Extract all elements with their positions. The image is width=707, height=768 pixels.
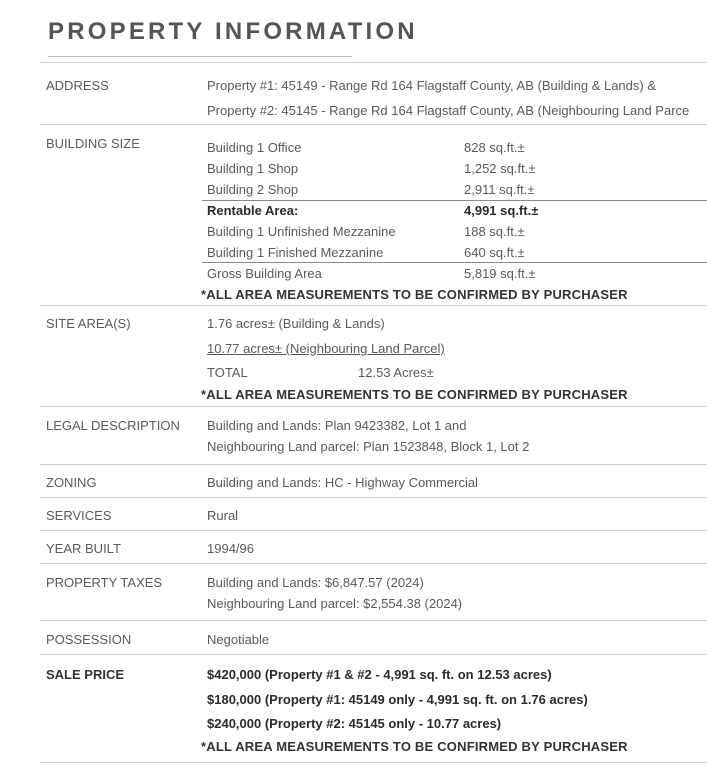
- section-divider: [40, 464, 707, 465]
- section-divider: [40, 124, 707, 125]
- building-size-row-name: Building 1 Finished Mezzanine: [207, 245, 384, 260]
- section-divider: [40, 620, 707, 621]
- services-label: SERVICES: [46, 508, 112, 523]
- year-built-value: 1994/96: [207, 541, 254, 556]
- sale-price-line-1: $420,000 (Property #1 & #2 - 4,991 sq. ft. on 12.53 acres): [207, 667, 552, 682]
- possession-value: Negotiable: [207, 632, 270, 647]
- rentable-area-label: Rentable Area:: [207, 203, 299, 218]
- section-divider: [40, 530, 707, 531]
- gross-area-label: Gross Building Area: [207, 266, 322, 281]
- gross-area-value: 5,819 sq.ft.±: [464, 266, 536, 281]
- building-size-row-value: 828 sq.ft.±: [464, 140, 525, 155]
- section-divider: [40, 305, 707, 306]
- building-size-row-value: 2,911 sq.ft.±: [464, 182, 535, 197]
- section-divider: [40, 654, 707, 655]
- address-line-2: Property #2: 45145 - Range Rd 164 Flagstaff County, AB (Neighbouring Land Parce: [207, 103, 690, 118]
- measurement-note: *ALL AREA MEASUREMENTS TO BE CONFIRMED BY PURCHASER: [201, 287, 628, 302]
- building-size-row-name: Building 1 Office: [207, 140, 302, 155]
- site-area-total-label: TOTAL: [207, 365, 248, 380]
- zoning-label: ZONING: [46, 475, 97, 490]
- building-size-row-value: 640 sq.ft.±: [464, 245, 525, 260]
- title-divider: [48, 56, 352, 57]
- building-size-row-name: Building 1 Unfinished Mezzanine: [207, 224, 396, 239]
- section-divider: [40, 563, 707, 564]
- taxes-line-2: Neighbouring Land parcel: $2,554.38 (2024): [207, 596, 463, 611]
- site-area-line-2: 10.77 acres± (Neighbouring Land Parcel): [207, 341, 445, 356]
- taxes-line-1: Building and Lands: $6,847.57 (2024): [207, 575, 424, 590]
- sale-price-line-3: $240,000 (Property #2: 45145 only - 10.77 acres): [207, 716, 502, 731]
- subtotal-rule: [202, 262, 707, 263]
- property-taxes-label: PROPERTY TAXES: [46, 575, 163, 590]
- building-size-label: BUILDING SIZE: [46, 136, 140, 151]
- building-size-row-name: Building 1 Shop: [207, 161, 299, 176]
- site-area-label: SITE AREA(S): [46, 316, 131, 331]
- section-divider: [40, 406, 707, 407]
- site-area-line-1: 1.76 acres± (Building & Lands): [207, 316, 385, 331]
- legal-line-1: Building and Lands: Plan 9423382, Lot 1 and: [207, 418, 467, 433]
- legal-line-2: Neighbouring Land parcel: Plan 1523848, Block 1, Lot 2: [207, 439, 530, 454]
- address-line-1: Property #1: 45149 - Range Rd 164 Flagstaff County, AB (Building & Lands) &: [207, 78, 657, 93]
- measurement-note: *ALL AREA MEASUREMENTS TO BE CONFIRMED BY PURCHASER: [201, 739, 628, 754]
- subtotal-rule: [202, 200, 707, 201]
- year-built-label: YEAR BUILT: [46, 541, 121, 556]
- building-size-row-value: 188 sq.ft.±: [464, 224, 525, 239]
- building-size-row-value: 1,252 sq.ft.±: [464, 161, 536, 176]
- measurement-note: *ALL AREA MEASUREMENTS TO BE CONFIRMED BY PURCHASER: [201, 387, 628, 402]
- page-title: PROPERTY INFORMATION: [48, 18, 418, 45]
- possession-label: POSSESSION: [46, 632, 132, 647]
- zoning-value: Building and Lands: HC - Highway Commercial: [207, 475, 478, 490]
- address-label: ADDRESS: [46, 78, 109, 93]
- rentable-area-value: 4,991 sq.ft.±: [464, 203, 539, 218]
- legal-description-label: LEGAL DESCRIPTION: [46, 418, 180, 433]
- sale-price-line-2: $180,000 (Property #1: 45149 only - 4,991 sq. ft. on 1.76 acres): [207, 692, 588, 707]
- services-value: Rural: [207, 508, 239, 523]
- site-area-total-value: 12.53 Acres±: [358, 365, 434, 380]
- sale-price-label: SALE PRICE: [46, 667, 125, 682]
- building-size-row-name: Building 2 Shop: [207, 182, 299, 197]
- section-divider: [40, 497, 707, 498]
- section-divider: [40, 62, 707, 63]
- section-divider: [40, 762, 707, 763]
